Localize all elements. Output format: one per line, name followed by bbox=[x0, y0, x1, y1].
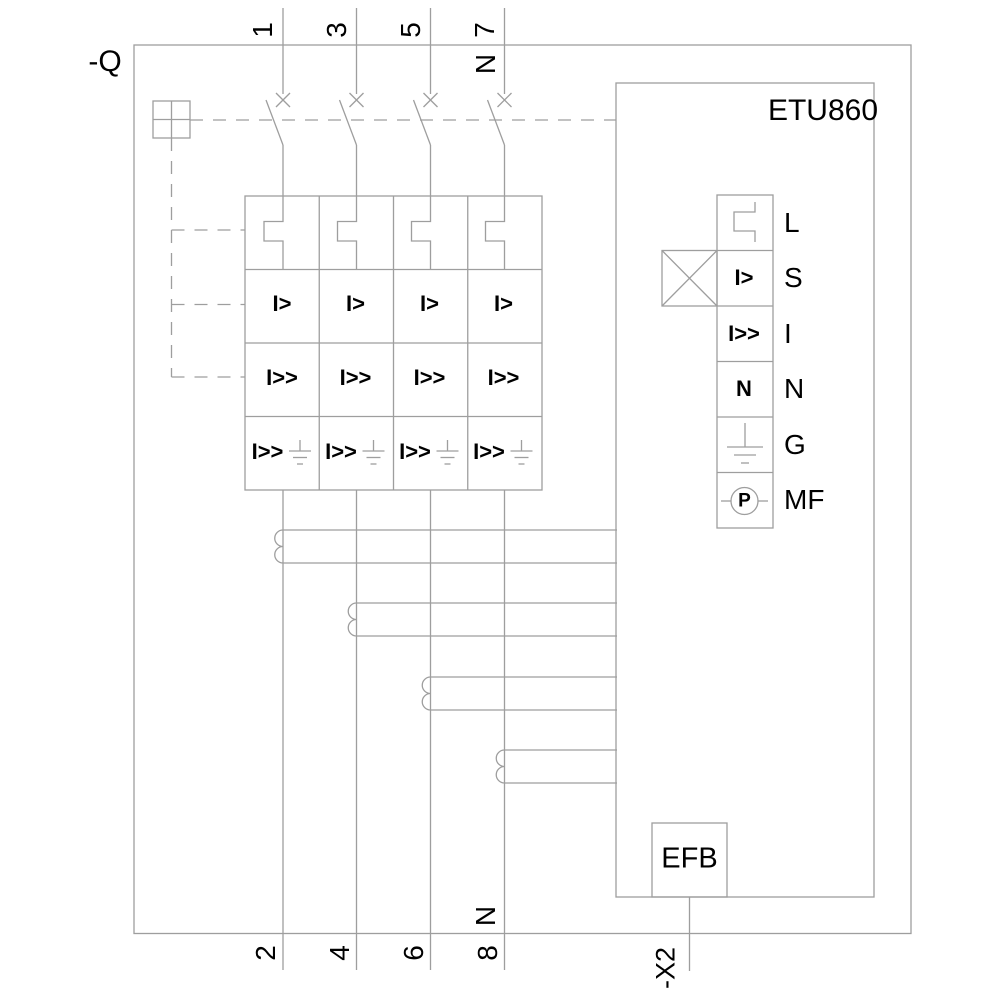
grid-shortcircuit-4: I>> bbox=[487, 364, 520, 390]
earth-icon bbox=[437, 440, 459, 464]
etu-cell-s: I> bbox=[734, 265, 754, 290]
top-terminal-label-5: 5 bbox=[394, 22, 426, 38]
etu-label-n: N bbox=[784, 373, 805, 404]
grid-overload-1: I> bbox=[272, 291, 292, 316]
crossed-box-icon bbox=[662, 251, 717, 307]
top-terminal-label-7: 7 bbox=[468, 22, 500, 38]
pole-4-neutral-conductor bbox=[486, 8, 618, 970]
top-terminal-label-3: 3 bbox=[320, 22, 352, 38]
grid-groundfault-1: I>> bbox=[251, 439, 284, 464]
grid-shortcircuit-3: I>> bbox=[413, 364, 446, 390]
bottom-terminal-label-4: 4 bbox=[323, 945, 355, 961]
etu-cell-mf-letter: P bbox=[738, 490, 751, 512]
bottom-terminal-label-8: 8 bbox=[471, 945, 503, 961]
grid-groundfault-3: I>> bbox=[399, 439, 431, 464]
earth-icon bbox=[511, 440, 533, 464]
etu-title: ETU860 bbox=[767, 94, 879, 127]
grid-overload-4: I> bbox=[494, 291, 513, 316]
etu-cell-i: I>> bbox=[728, 320, 760, 346]
etu-function-stack bbox=[662, 195, 773, 528]
bottom-terminal-label-6: 6 bbox=[397, 945, 429, 961]
long-time-step-icon bbox=[734, 202, 755, 242]
bottom-terminal-label-2: 2 bbox=[250, 945, 281, 961]
etu-label-l: L bbox=[784, 206, 800, 238]
device-designation: -Q bbox=[88, 45, 122, 78]
etu-label-s: S bbox=[784, 262, 803, 293]
earth-icon bbox=[363, 440, 385, 464]
etu-cell-n: N bbox=[736, 376, 752, 401]
earth-icon bbox=[289, 440, 311, 464]
grid-groundfault-4: I>> bbox=[473, 439, 505, 464]
grid-overload-3: I> bbox=[420, 291, 439, 316]
grid-overload-2: I> bbox=[346, 291, 365, 316]
ground-earth-icon bbox=[727, 423, 763, 463]
grid-shortcircuit-2: I>> bbox=[339, 364, 372, 390]
grid-shortcircuit-1: I>> bbox=[266, 364, 298, 390]
operating-mechanism-icon bbox=[153, 101, 190, 138]
pole-1-conductor bbox=[264, 8, 617, 970]
grid-groundfault-2: I>> bbox=[325, 439, 357, 464]
etu-label-g: G bbox=[784, 428, 806, 460]
top-terminal-label-1: 1 bbox=[247, 22, 278, 38]
pole-3-conductor bbox=[412, 8, 618, 970]
etu-label-mf: MF bbox=[784, 484, 825, 515]
efb-label: EFB bbox=[661, 842, 718, 875]
pole-2-conductor bbox=[338, 8, 618, 970]
top-neutral-label: N bbox=[470, 53, 501, 75]
etu-label-i: I bbox=[784, 317, 792, 349]
bottom-neutral-label: N bbox=[470, 905, 501, 927]
terminal-strip-designation: -X2 bbox=[650, 946, 681, 990]
